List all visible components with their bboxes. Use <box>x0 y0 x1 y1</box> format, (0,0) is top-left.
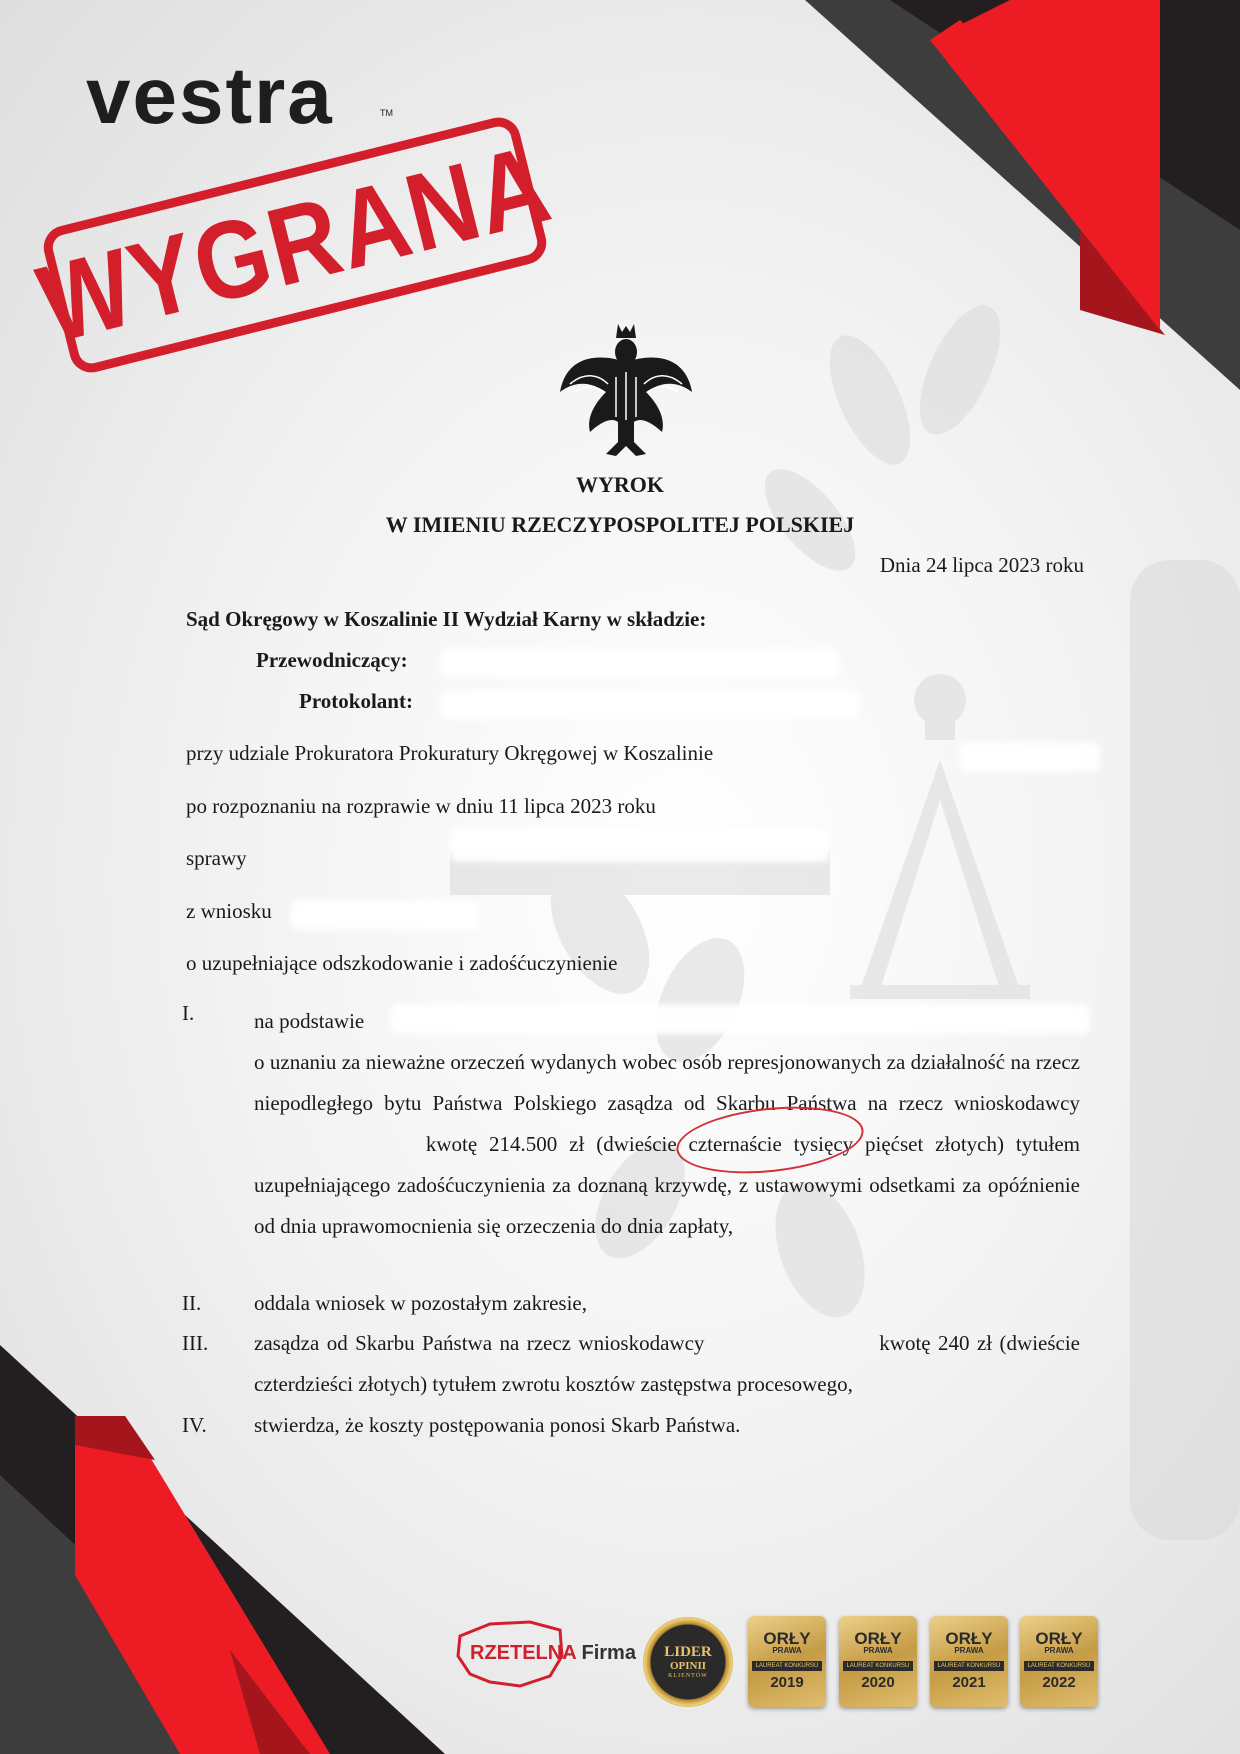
orly-year: 2019 <box>770 1673 804 1691</box>
redaction-prosecutor <box>960 742 1100 772</box>
orly-title: ORŁY <box>945 1629 993 1648</box>
ruling-number-3: III. <box>182 1331 209 1355</box>
prosecutor-line: przy udziale Prokuratora Prokuratury Okręgowej w Koszalinie <box>186 741 714 765</box>
ruling-1-rest: (dwieście czternaście tysięcy pięćset złotych) tytułem uzupełniającego zadośćuczynienia za doznaną krzywdę, z ustawowymi odsetkami za opóźnienie od dnia uprawomocnienia się orzeczenia do dnia zapłaty, <box>254 1132 1081 1238</box>
firma-word: Firma <box>581 1642 636 1664</box>
ruling-number-2: II. <box>182 1291 202 1315</box>
stamp-text: WYGRANA <box>27 121 563 368</box>
redaction-clerk <box>440 690 860 720</box>
hearing-line: po rozpoznaniu na rozprawie w dniu 11 lipca 2023 roku <box>186 794 656 818</box>
ruling-number-4: IV. <box>182 1413 207 1437</box>
ruling-point-1 <box>254 1001 1080 1247</box>
orly-label: LAUREAT KONKURSU <box>843 1661 913 1671</box>
ruling-1-basis: na podstawie <box>254 1009 365 1033</box>
orly-year: 2020 <box>861 1673 895 1691</box>
ruling-1-body: o uznaniu za nieważne orzeczeń wydanych wobec osób represjonowanych za działalność na rzecz niepodległego bytu Państwa Polskiego zasądza od Skarbu Państwa na rzecz wnioskodawcy <box>254 1050 1080 1115</box>
orly-prawa-badge-2019 <box>748 1616 826 1707</box>
case-label: sprawy <box>186 846 247 870</box>
orly-prawa-badge-2021 <box>930 1616 1008 1707</box>
orly-sub: PRAWA <box>954 1646 984 1655</box>
ruling-point-4 <box>254 1405 1080 1446</box>
ruling-3-b: kwotę 240 zł (dwieście czterdzieści złotych) tytułem zwrotu kosztów zastępstwa procesowego, <box>254 1331 1081 1396</box>
ruling-number-1: I. <box>182 1001 195 1025</box>
orly-title: ORŁY <box>763 1629 811 1648</box>
orly-label: LAUREAT KONKURSU <box>1024 1661 1094 1671</box>
ruling-3-a: zasądza od Skarbu Państwa na rzecz wnioskodawcy <box>254 1331 705 1355</box>
orly-prawa-badge-2022 <box>1020 1616 1098 1707</box>
polish-eagle-icon <box>556 322 696 464</box>
corner-band-top-right <box>805 0 1240 390</box>
redaction-case <box>450 828 830 862</box>
ruling-4-text: stwierdza, że koszty postępowania ponosi Skarb Państwa. <box>254 1413 741 1437</box>
lider-line-3: KLIENTÓW <box>668 1673 708 1680</box>
orly-label: LAUREAT KONKURSU <box>934 1661 1004 1671</box>
lider-opinii-badge <box>643 1617 733 1707</box>
court-name: Sąd Okręgowy w Koszalinie II Wydział Karny w składzie: <box>186 607 707 631</box>
ruling-2-text: oddala wniosek w pozostałym zakresie, <box>254 1291 587 1315</box>
orly-title: ORŁY <box>854 1629 902 1648</box>
orly-label: LAUREAT KONKURSU <box>752 1661 822 1671</box>
motion-label: z wniosku <box>186 899 272 923</box>
orly-year: 2022 <box>1042 1673 1076 1691</box>
redaction-motion <box>290 900 480 930</box>
document-date: Dnia 24 lipca 2023 roku <box>879 553 1084 577</box>
lider-line-2: OPINII <box>669 1659 707 1672</box>
redaction-chair <box>440 648 840 678</box>
orly-title: ORŁY <box>1035 1629 1083 1648</box>
orly-year: 2021 <box>952 1673 986 1691</box>
redaction-legal-basis <box>390 1004 1090 1034</box>
document-title: WYROK <box>576 472 664 497</box>
rzetelna-word: RZETELNA <box>470 1642 576 1664</box>
document-subtitle: W IMIENIU RZECZYPOSPOLITEJ POLSKIEJ <box>385 512 855 537</box>
ruling-point-2 <box>254 1283 1080 1324</box>
chair-label: Przewodniczący: <box>256 648 408 672</box>
lider-line-1: LIDER <box>664 1643 712 1660</box>
orly-prawa-badge-2020 <box>839 1616 917 1707</box>
orly-sub: PRAWA <box>863 1646 893 1655</box>
trademark-mark: TM <box>380 108 393 118</box>
vestra-logo: vestra <box>86 51 334 140</box>
awarded-amount: kwotę 214.500 zł <box>425 1132 585 1156</box>
ruling-point-3 <box>254 1323 1080 1405</box>
clerk-label: Protokolant: <box>299 689 413 713</box>
orly-sub: PRAWA <box>1044 1646 1074 1655</box>
subject-line: o uzupełniające odszkodowanie i zadośćuczynienie <box>186 951 618 975</box>
orly-sub: PRAWA <box>772 1646 802 1655</box>
rzetelna-firma-badge <box>470 1642 636 1665</box>
